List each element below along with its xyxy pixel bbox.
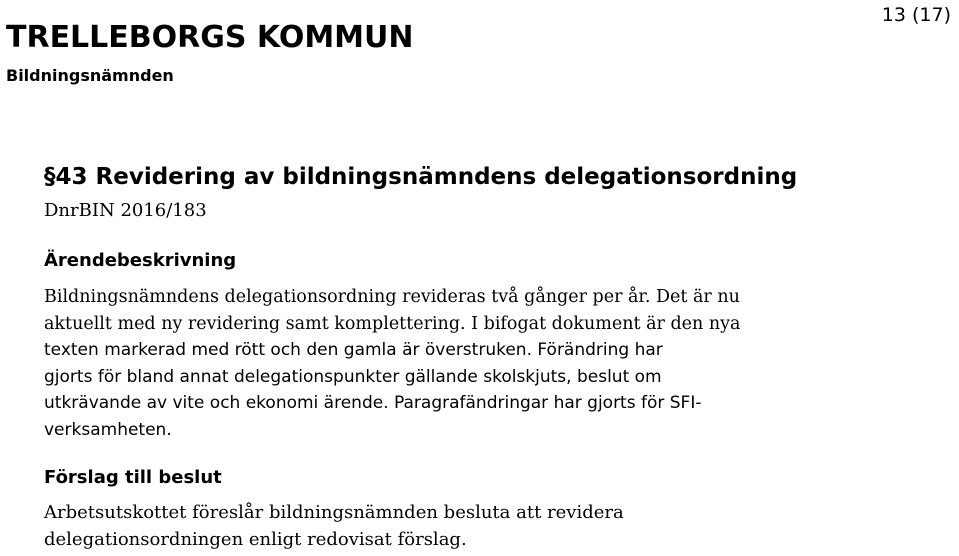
- proposal-paragraph: [44, 500, 624, 553]
- page-number: 13 (17): [881, 4, 951, 26]
- proposal-line: Arbetsutskottet föreslår bildningsnämnden besluta att revidera: [44, 502, 624, 523]
- organization-name: TRELLEBORGS KOMMUN: [6, 20, 414, 55]
- description-heading: Ärendebeskrivning: [44, 250, 237, 271]
- description-line: aktuellt med ny revidering samt komplettering. I bifogat dokument är den nya: [44, 313, 741, 334]
- description-line: Bildningsnämndens delegationsordning revideras två gånger per år. Det är nu: [44, 287, 740, 307]
- proposal-heading: Förslag till beslut: [44, 467, 222, 488]
- description-line: utkrävande av vite och ekonomi ärende. Paragrafändringar har gjorts för SFI-: [44, 393, 702, 413]
- description-paragraph: [44, 284, 740, 443]
- committee-name: Bildningsnämnden: [6, 66, 174, 85]
- description-line: verksamheten.: [44, 419, 172, 440]
- section-title: §43 Revidering av bildningsnämndens delegationsordning: [44, 164, 798, 190]
- proposal-line: delegationsordningen enligt redovisat förslag.: [44, 528, 467, 550]
- description-line: gjorts för bland annat delegationspunkter gällande skolskjuts, beslut om: [44, 366, 662, 387]
- case-number: DnrBIN 2016/183: [44, 200, 207, 221]
- description-line: texten markerad med rött och den gamla är överstruken. Förändring har: [44, 340, 663, 360]
